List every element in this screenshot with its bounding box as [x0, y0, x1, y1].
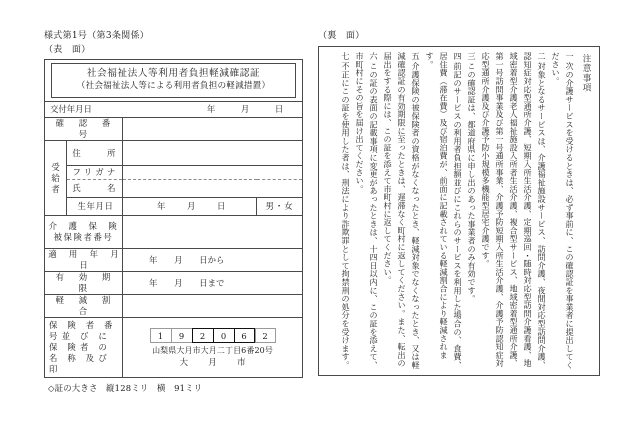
certificate-table — [44, 59, 303, 378]
back-side-label: （裏 面） — [318, 31, 365, 41]
issue-date-row — [45, 102, 303, 118]
recipient-label — [45, 141, 67, 216]
note-item-5 — [381, 52, 423, 370]
name-row — [45, 180, 303, 198]
reduction-rate-value[interactable] — [123, 295, 303, 318]
front-side-pane — [44, 30, 306, 394]
recipient-label-char-2: 給 — [51, 172, 60, 183]
address-label: 住 所 — [67, 141, 123, 166]
note-item-3 — [465, 52, 479, 370]
insurer-label-line1: 保 険 者 番 号 — [49, 320, 123, 341]
apply-date-row — [45, 249, 303, 272]
insurer-label-line3: 者 の 名 称 及 — [49, 342, 117, 363]
issue-date-label: 交付年月日 — [50, 104, 92, 114]
notes-heading: 注意事項 — [581, 54, 591, 93]
birth-date-year: 年 — [157, 201, 166, 211]
insurer-number-boxes — [127, 328, 298, 343]
confirm-number-row — [45, 118, 303, 141]
birth-date-row — [45, 198, 303, 216]
note-marker-5: 五 — [411, 52, 421, 63]
insurer-label — [45, 318, 123, 378]
issue-date-year[interactable]: 年 — [206, 104, 216, 114]
title-row — [45, 60, 303, 102]
note-text-6: この証の表面の記載事項に変更があったときは、十四日以内に、この証を添えて、市町村にその旨を届け出てください。 — [355, 52, 379, 370]
confirm-number-value[interactable] — [123, 118, 303, 141]
valid-until-value[interactable]: 年 月 日まで — [123, 272, 303, 295]
note-item-4 — [423, 52, 465, 370]
recipient-address-row — [45, 141, 303, 166]
name-label: 氏 名 — [67, 180, 123, 198]
note-item-6 — [353, 52, 381, 370]
note-text-5: 介護保険の被保険者の資格がなくなったとき、軽減対象でなくなったとき、又は軽減確認証の有効期限に至ったときは、遅滞なく町村に返してください。また、転出の届出をする際には、この証を添えて市町村に返してください。 — [383, 52, 421, 370]
note-marker-4: 四 — [453, 52, 463, 63]
note-marker-2: 二 — [537, 52, 547, 63]
valid-until-row — [45, 272, 303, 295]
insured-number-label-line2: 被保険者番号 — [53, 232, 114, 242]
apply-date-label: 適 用 年 月 日 — [45, 249, 123, 272]
issue-date-slots — [194, 104, 302, 115]
issue-date-cell — [45, 102, 303, 118]
note-item-2 — [479, 52, 549, 370]
title-cell — [45, 60, 303, 102]
certificate-title: 社会福祉法人等利用者負担軽減確認証 — [86, 68, 261, 79]
insurer-value-area — [123, 318, 303, 378]
insured-number-value[interactable] — [123, 216, 303, 249]
insurer-label-line2: 並 び に 保 険 — [49, 331, 117, 352]
valid-until-label: 有 効 期 限 — [45, 272, 123, 295]
apply-date-value[interactable]: 年 月 日から — [123, 249, 303, 272]
insurer-digit-3[interactable]: 2 — [192, 328, 213, 343]
insurer-label-line4: び 印 — [49, 353, 117, 374]
insurer-row — [45, 318, 303, 378]
furigana-row — [45, 166, 303, 180]
notes-box — [318, 46, 600, 376]
address-value[interactable] — [123, 141, 303, 166]
insurer-digit-2[interactable]: 9 — [171, 328, 192, 343]
note-marker-6: 六 — [369, 52, 379, 63]
note-item-1 — [549, 52, 577, 370]
reduction-rate-row — [45, 295, 303, 318]
note-marker-7: 七 — [341, 52, 351, 63]
size-note: ◇証の大きさ 縦128ミリ 横 91ミリ — [48, 383, 203, 393]
form-number-label: 様式第1号（第3条関係） — [44, 31, 150, 41]
note-text-2: 対象となるサービスは、介護福祉施設サービス、訪問介護、夜間対応型訪問介護、認知症対応型通所介護、短期入所生活介護、定期巡回・随時対応型訪問介護看護、地域密着型介護老人福祉施設入所者生活介護、複合型サービス、地域密着型通所介護、第一号訪問事業及び第一号通所事業、介護予防短期入所生活介護、介護予防認知症対応型通所介護及び介護予防小規模多機能型居宅介護です。 — [481, 52, 547, 370]
insurer-digit-5[interactable]: 6 — [234, 328, 255, 343]
note-marker-1: 一 — [565, 52, 575, 63]
birth-date-day: 日 — [217, 201, 226, 211]
confirm-number-label: 確 認 番 号 — [45, 118, 123, 141]
birth-date-month: 月 — [187, 201, 196, 211]
note-item-7 — [339, 52, 353, 370]
note-marker-3: 三 — [467, 52, 477, 63]
reduction-rate-label: 軽 減 割 合 — [45, 295, 123, 318]
recipient-label-char-3: 者 — [51, 183, 60, 194]
note-text-4: 前記のサービスの利用者負担額並びにこれらのサービスを利用した場合の、食費、居住費（滞在費）及び宿泊費が、前面に記載されている軽減割合により軽減されます。 — [425, 52, 463, 370]
issue-date-inline — [45, 104, 302, 115]
insurer-city: 大 月 市 — [179, 357, 252, 367]
front-side-label: （表 面） — [44, 45, 91, 55]
insurer-digit-4[interactable]: 0 — [213, 328, 234, 343]
back-side-pane — [318, 30, 608, 376]
notes-columns — [324, 52, 593, 370]
note-text-1: 次の介護サービスを受けるときは、必ず事前に、この確認証を事業者に提出してください。 — [551, 52, 575, 370]
insured-number-row — [45, 216, 303, 249]
furigana-label: フリガナ — [67, 166, 123, 180]
sex-field[interactable]: 男・女 — [257, 198, 303, 216]
insurer-digit-1[interactable]: 1 — [150, 328, 171, 343]
insurer-address: 山梨県大月市大月二丁目6番20号 — [152, 346, 273, 355]
birth-date-value[interactable] — [123, 198, 257, 216]
insurer-digit-6[interactable]: 2 — [255, 328, 276, 343]
furigana-value[interactable] — [123, 166, 303, 180]
recipient-label-char-1: 受 — [51, 161, 60, 172]
name-value[interactable] — [123, 180, 303, 198]
birth-date-label: 生年月日 — [67, 198, 123, 216]
issue-date-day[interactable]: 日 — [274, 104, 284, 114]
issue-date-month[interactable]: 月 — [240, 104, 250, 114]
insured-number-label-line1: 介 護 保 険 — [48, 221, 119, 231]
title-box — [51, 63, 296, 98]
insured-number-label — [45, 216, 123, 249]
note-text-3: この確認証は、都道府県に申し出のあった事業者のみ有効です。 — [467, 62, 477, 303]
note-text-7: 不正にこの証を使用した者は、刑法により詐欺罪として拘禁刑の処分を受けます。 — [341, 62, 351, 370]
certificate-subtitle: （社会福祉法人等による利用者負担の軽減措置） — [76, 81, 271, 91]
